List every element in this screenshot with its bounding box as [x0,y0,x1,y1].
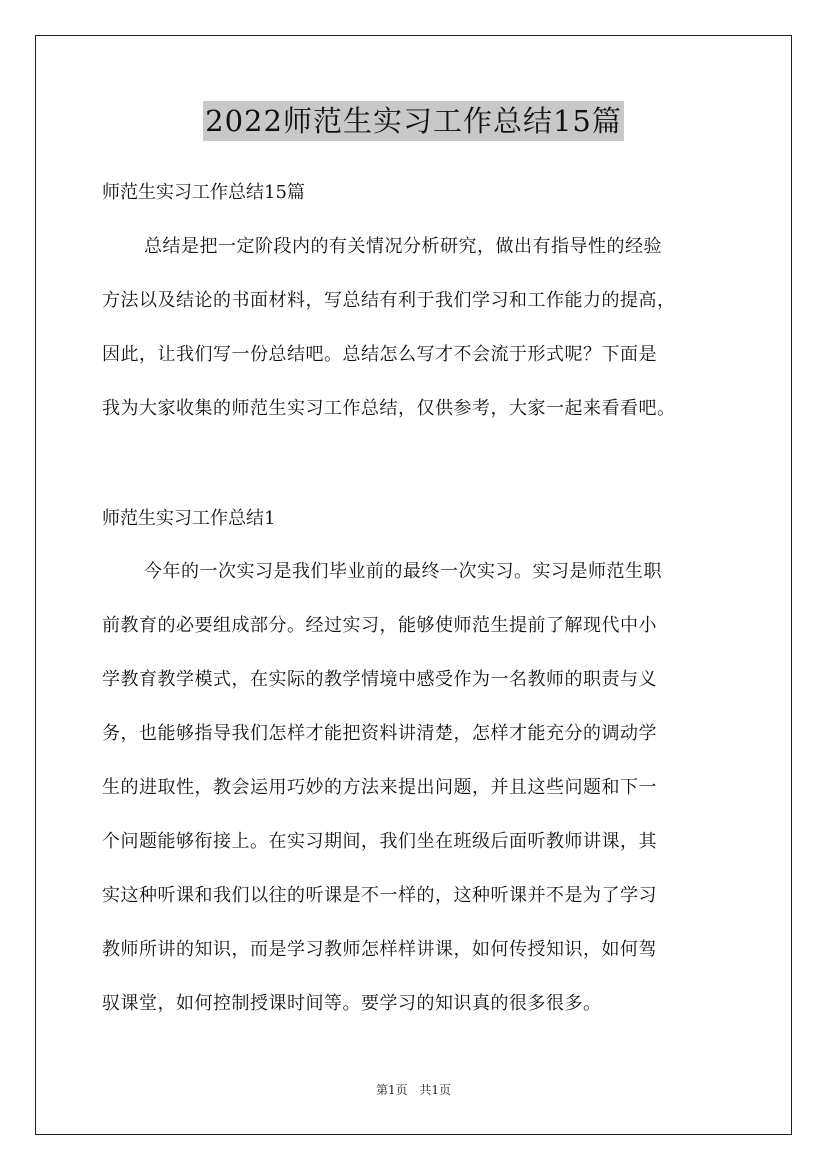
paragraph-line: 个问题能够衔接上。在实习期间，我们坐在班级后面听教师讲课，其 [102,831,657,852]
paragraph-line: 今年的一次实习是我们毕业前的最终一次实习。实习是师范生职 [144,561,662,582]
section-paragraph [102,545,742,1031]
paragraph-line: 驭课堂，如何控制授课时间等。要学习的知识真的很多很多。 [102,993,602,1014]
page-total: 共1页 [419,1083,452,1097]
paragraph-line: 务，也能够指导我们怎样才能把资料讲清楚，怎样才能充分的调动学 [102,723,657,744]
paragraph-line: 前教育的必要组成部分。经过实习，能够使师范生提前了解现代中小 [102,615,657,636]
page-footer [0,1082,827,1098]
page-number: 第1页 [375,1083,408,1097]
paragraph-line: 教师所讲的知识，而是学习教师怎样样讲课，如何传授知识，如何驾 [102,939,657,960]
paragraph-line: 总结是把一定阶段内的有关情况分析研究，做出有指导性的经验 [144,236,662,257]
document-title [0,101,827,141]
document-subtitle: 师范生实习工作总结15篇 [102,182,305,203]
document-title-text: 2022师范生实习工作总结15篇 [203,101,624,141]
section-heading: 师范生实习工作总结1 [102,508,276,529]
paragraph-line: 我为大家收集的师范生实习工作总结，仅供参考，大家一起来看看吧。 [102,398,676,419]
paragraph-line: 因此，让我们写一份总结吧。总结怎么写才不会流于形式呢？下面是 [102,344,657,365]
paragraph-line: 学教育教学模式，在实际的教学情境中感受作为一名教师的职责与义 [102,669,657,690]
paragraph-line: 方法以及结论的书面材料，写总结有利于我们学习和工作能力的提高， [102,290,676,311]
paragraph-line: 生的进取性，教会运用巧妙的方法来提出问题，并且这些问题和下一 [102,777,657,798]
paragraph-line: 实这种听课和我们以往的听课是不一样的，这种听课并不是为了学习 [102,885,657,906]
intro-paragraph [102,220,742,436]
